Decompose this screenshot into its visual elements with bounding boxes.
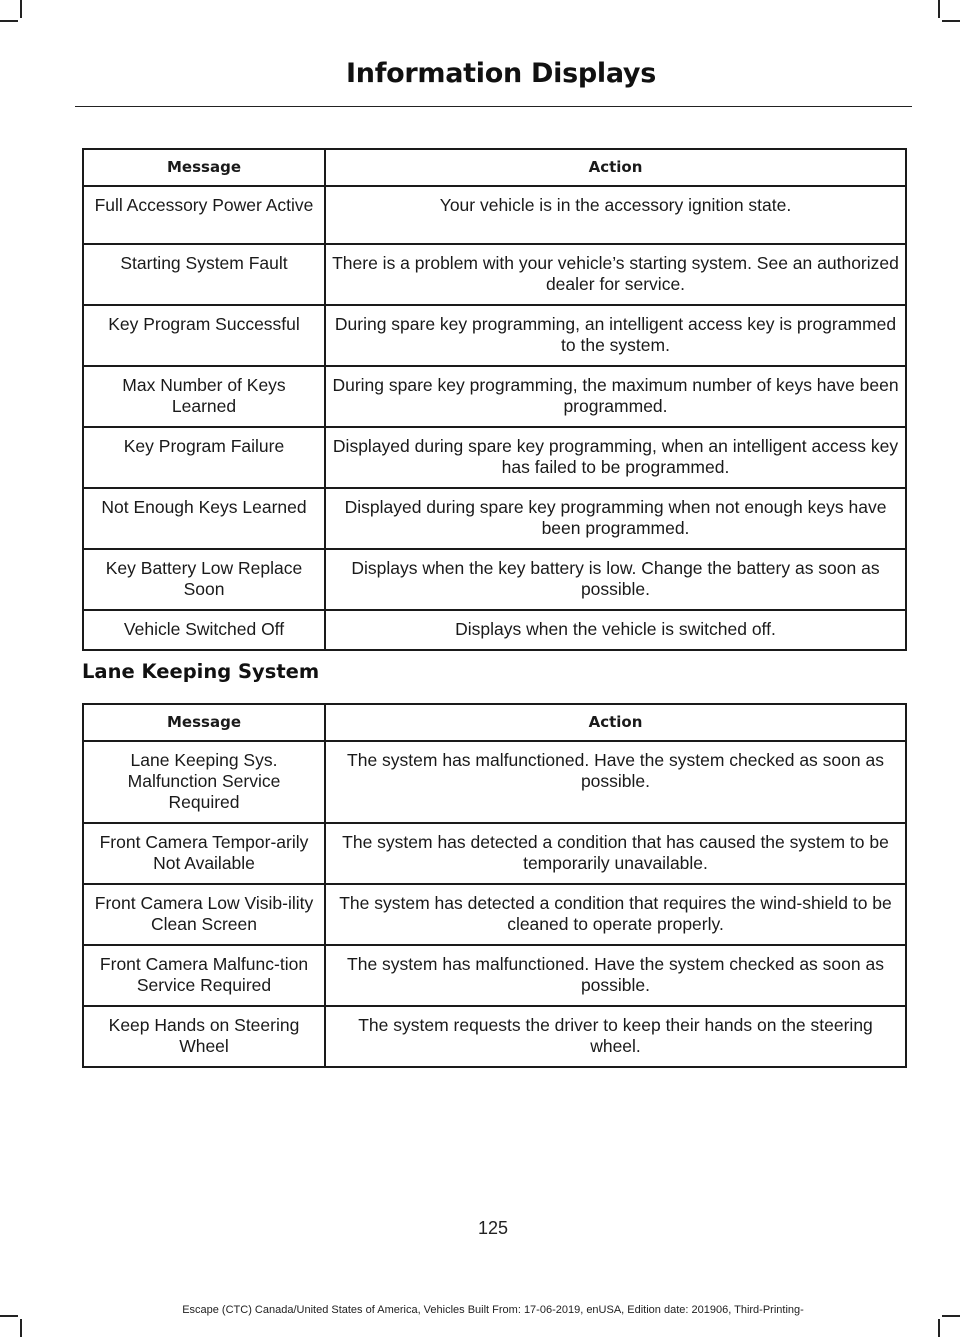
message-cell: Not Enough Keys Learned [83,488,325,549]
column-header-action: Action [325,149,906,186]
message-cell: Full Accessory Power Active [83,186,325,244]
message-cell: Vehicle Switched Off [83,610,325,650]
table-row [83,610,906,650]
column-header-message: Message [83,149,325,186]
crop-mark [20,1319,22,1337]
action-cell: The system has detected a condition that requires the wind-shield to be cleaned to operate properly. [325,884,906,945]
lane-keeping-table [82,703,907,1068]
crop-mark [942,20,960,22]
section-heading-lane-keeping: Lane Keeping System [82,660,320,683]
action-cell: Displayed during spare key programming, when an intelligent access key has failed to be programmed. [325,427,906,488]
action-cell: There is a problem with your vehicle’s starting system. See an authorized dealer for service. [325,244,906,305]
action-cell: The system has malfunctioned. Have the system checked as soon as possible. [325,945,906,1006]
table-row [83,945,906,1006]
message-cell: Front Camera Malfunc-tion Service Required [83,945,325,1006]
action-cell: Displays when the key battery is low. Change the battery as soon as possible. [325,549,906,610]
messages-table [82,148,907,651]
table-row [83,884,906,945]
action-cell: The system has detected a condition that has caused the system to be temporarily unavailable. [325,823,906,884]
crop-mark [20,0,22,18]
crop-mark [938,1319,940,1337]
action-cell: Your vehicle is in the accessory ignition state. [325,186,906,244]
message-cell: Lane Keeping Sys. Malfunction Service Required [83,741,325,823]
action-cell: Displayed during spare key programming when not enough keys have been programmed. [325,488,906,549]
page-number: 125 [477,1218,509,1238]
message-cell: Starting System Fault [83,244,325,305]
table-row [83,1006,906,1067]
message-cell: Key Program Failure [83,427,325,488]
action-cell: During spare key programming, an intelligent access key is programmed to the system. [325,305,906,366]
message-cell: Max Number of Keys Learned [83,366,325,427]
title-divider [75,106,912,107]
action-cell: The system has malfunctioned. Have the system checked as soon as possible. [325,741,906,823]
table-row [83,741,906,823]
table-header-row [83,149,906,186]
table-row [83,549,906,610]
table-row [83,488,906,549]
table-header-row [83,704,906,741]
message-cell: Front Camera Low Visib-ility Clean Screen [83,884,325,945]
crop-mark [0,20,18,22]
table-row [83,244,906,305]
footer-edition-text: Escape (CTC) Canada/United States of America, Vehicles Built From: 17-06-2019, enUSA, Edition date: 201906, Third-Printing- [182,1304,804,1316]
table-row [83,186,906,244]
table-row [83,427,906,488]
table-row [83,823,906,884]
page-title: Information Displays [346,58,656,89]
action-cell: Displays when the vehicle is switched off. [325,610,906,650]
message-cell: Key Program Successful [83,305,325,366]
action-cell: During spare key programming, the maximum number of keys have been programmed. [325,366,906,427]
message-cell: Key Battery Low Replace Soon [83,549,325,610]
action-cell: The system requests the driver to keep their hands on the steering wheel. [325,1006,906,1067]
crop-mark [938,0,940,18]
message-cell: Keep Hands on Steering Wheel [83,1006,325,1067]
table-row [83,305,906,366]
table-row [83,366,906,427]
column-header-message: Message [83,704,325,741]
column-header-action: Action [325,704,906,741]
message-cell: Front Camera Tempor-arily Not Available [83,823,325,884]
